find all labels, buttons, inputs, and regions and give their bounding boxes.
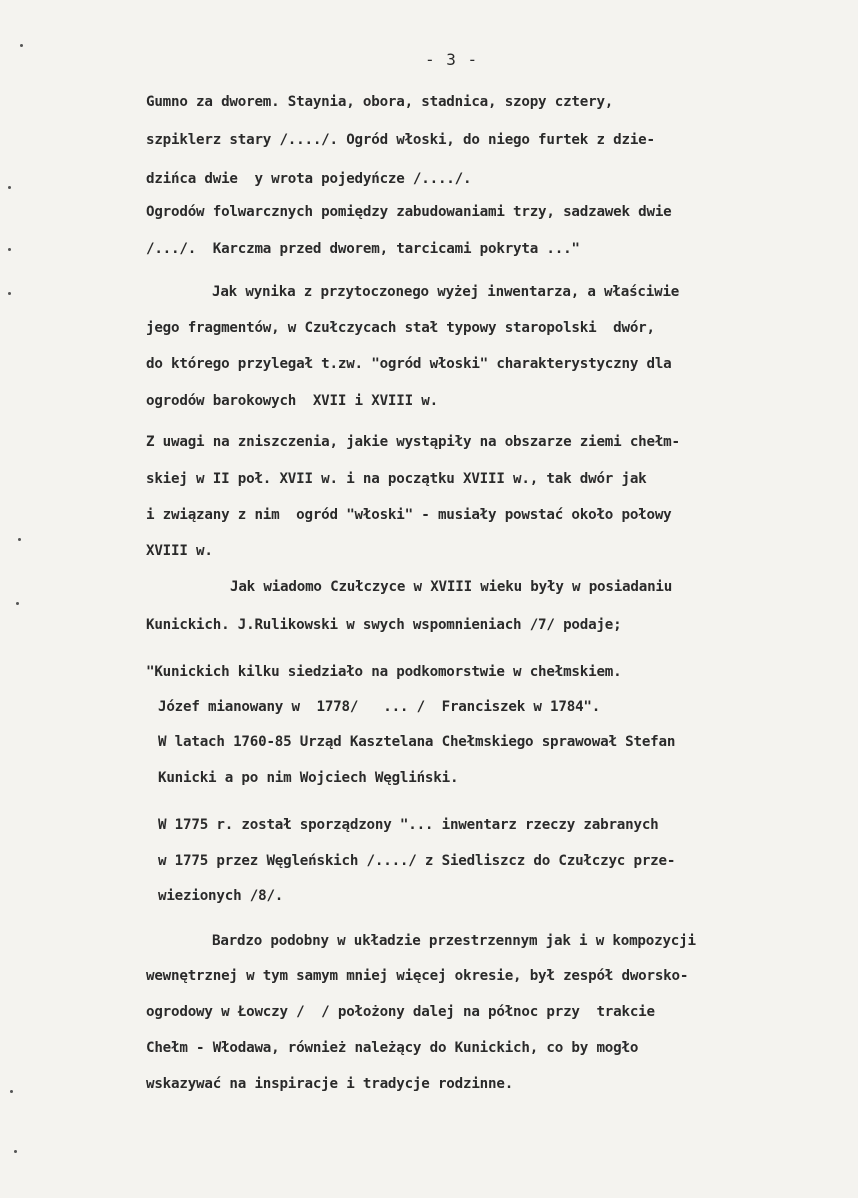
text-line: jego fragmentów, w Czułczycach stał typowy staropolski dwór,: [146, 320, 655, 336]
text-line: Gumno za dworem. Staynia, obora, stadnica, szopy cztery,: [146, 94, 614, 110]
margin-mark: [14, 1150, 17, 1153]
text-line: i związany z nim ogród "włoski" - musiały powstać około połowy: [146, 507, 672, 523]
text-line: /.../. Karczma przed dworem, tarcicami pokryta ...": [146, 241, 580, 257]
text-line: szpiklerz stary /..../. Ogród włoski, do niego furtek z dzie-: [146, 132, 655, 148]
text-line: wskazywać na inspiracje i tradycje rodzinne.: [146, 1076, 514, 1092]
text-line: ogrodów barokowych XVII i XVIII w.: [146, 393, 438, 409]
margin-mark: [10, 1090, 13, 1093]
margin-mark: [8, 186, 11, 189]
text-line: w 1775 przez Węgleńskich /..../ z Siedliszcz do Czułczyc prze-: [158, 853, 676, 869]
margin-mark: [8, 248, 11, 251]
text-line: Chełm - Włodawa, również należący do Kunickich, co by mogło: [146, 1040, 639, 1056]
text-line: dzińca dwie y wrota pojedyńcze /..../.: [146, 171, 472, 187]
text-line: Kunicki a po nim Wojciech Węgliński.: [158, 770, 459, 786]
text-line: wiezionych /8/.: [158, 888, 284, 904]
page-number: - 3 -: [425, 50, 479, 69]
text-line: Bardzo podobny w układzie przestrzennym jak i w kompozycji: [212, 933, 696, 949]
margin-mark: [18, 538, 21, 541]
text-line: W latach 1760-85 Urząd Kasztelana Chełmskiego sprawował Stefan: [158, 734, 676, 750]
margin-mark: [20, 44, 23, 47]
text-line: Jak wynika z przytoczonego wyżej inwentarza, a właściwie: [212, 284, 680, 300]
text-line: "Kunickich kilku siedziało na podkomorstwie w chełmskiem.: [146, 664, 622, 680]
text-line: Kunickich. J.Rulikowski w swych wspomnieniach /7/ podaje;: [146, 617, 622, 633]
text-line: XVIII w.: [146, 543, 213, 559]
text-line: do którego przylegał t.zw. "ogród włoski" charakterystyczny dla: [146, 356, 672, 372]
margin-mark: [16, 602, 19, 605]
text-line: Z uwagi na zniszczenia, jakie wystąpiły na obszarze ziemi chełm-: [146, 434, 680, 450]
text-line: skiej w II poł. XVII w. i na początku XVIII w., tak dwór jak: [146, 471, 647, 487]
margin-mark: [8, 292, 11, 295]
text-line: Józef mianowany w 1778/ ... / Franciszek w 1784".: [158, 699, 601, 715]
text-line: Ogrodów folwarcznych pomiędzy zabudowaniami trzy, sadzawek dwie: [146, 204, 672, 220]
text-line: ogrodowy w Łowczy / / położony dalej na północ przy trakcie: [146, 1004, 655, 1020]
text-line: W 1775 r. został sporządzony "... inwentarz rzeczy zabranych: [158, 817, 659, 833]
text-line: wewnętrznej w tym samym mniej więcej okresie, był zespół dworsko-: [146, 968, 689, 984]
text-line: Jak wiadomo Czułczyce w XVIII wieku były w posiadaniu: [230, 579, 673, 595]
